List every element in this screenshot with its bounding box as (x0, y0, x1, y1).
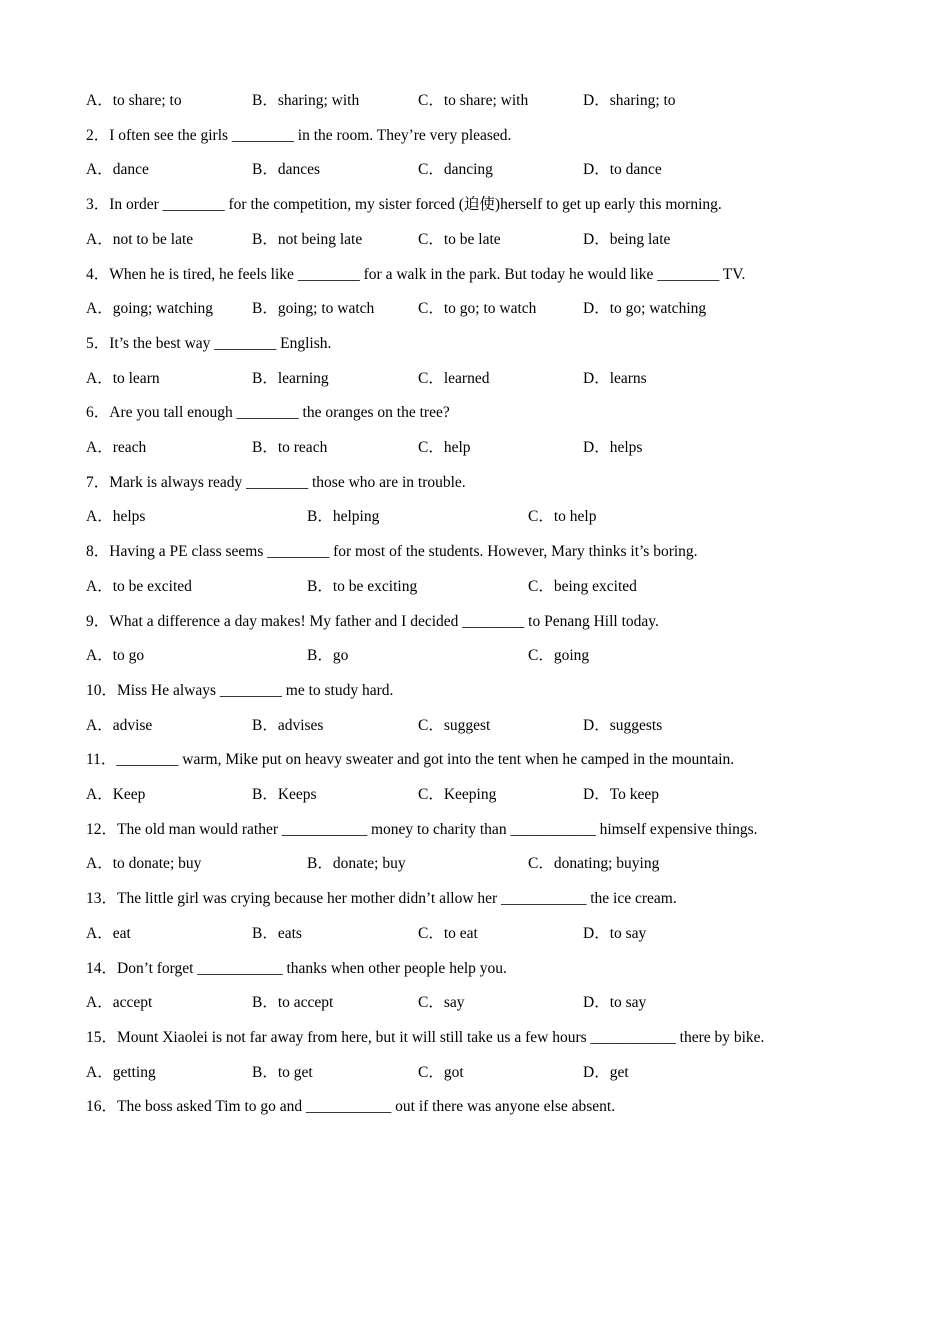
question-text (86, 958, 886, 980)
answer-option: C．donating; buying (528, 855, 660, 873)
answer-options (86, 506, 886, 528)
answer-option: B．to be exciting (307, 577, 418, 595)
answer-option: A．reach (86, 439, 147, 456)
question-label: 15．Mount Xiaolei is not far away from here, but it will still take us a few hours ___________ there by bike. (86, 1028, 765, 1046)
answer-option: C．suggest (418, 716, 491, 734)
question-text (86, 402, 886, 424)
answer-option: C．learned (418, 369, 490, 387)
question-text (86, 611, 886, 633)
answer-options (86, 923, 886, 945)
answer-option: B．dances (252, 161, 321, 179)
answer-option: A．Keep (86, 786, 146, 803)
answer-option: D．suggests (583, 716, 663, 734)
answer-option: D．helps (583, 439, 643, 456)
question-label: 3．In order ________ for the competition, my sister forced (迫使)herself to get up early this morning. (86, 196, 722, 214)
question-label: 6．Are you tall enough ________ the oranges on the tree? (86, 404, 450, 422)
question-label: 14．Don’t forget ___________ thanks when other people help you. (86, 959, 507, 977)
question-text (86, 680, 886, 702)
question-text (86, 333, 886, 355)
answer-option: D．to dance (583, 161, 662, 179)
question-label: 2．I often see the girls ________ in the room. They’re very pleased. (86, 126, 512, 144)
question-label: 12．The old man would rather ___________ money to charity than ___________ himself expensive things. (86, 820, 758, 838)
answer-option: A．to go (86, 647, 145, 665)
answer-option: C．say (418, 994, 465, 1012)
question-text (86, 264, 886, 286)
answer-option: D．to say (583, 994, 647, 1012)
answer-options (86, 576, 886, 598)
answer-options (86, 1062, 886, 1084)
question-label: 4．When he is tired, he feels like ________ for a walk in the park. But today he would like ________ TV. (86, 265, 746, 283)
answer-option: D．learns (583, 369, 647, 387)
answer-option: C．dancing (418, 161, 493, 179)
answer-option: D．sharing; to (583, 92, 676, 109)
answer-option: A．getting (86, 1063, 156, 1081)
answer-option: D．being late (583, 230, 671, 248)
answer-options (86, 368, 886, 390)
answer-option: D．to go; watching (583, 300, 707, 318)
answer-option: A．to donate; buy (86, 855, 202, 873)
question-text (86, 1096, 886, 1118)
answer-options (86, 159, 886, 181)
answer-option: A．accept (86, 994, 153, 1012)
answer-option: D．get (583, 1063, 629, 1081)
answer-option: B．going; to watch (252, 300, 375, 318)
answer-option: B．to accept (252, 994, 334, 1012)
answer-option: C．to go; to watch (418, 300, 537, 318)
answer-option: A．eat (86, 924, 131, 942)
question-label: 16．The boss asked Tim to go and ___________ out if there was anyone else absent. (86, 1098, 616, 1116)
question-label: 11．________ warm, Mike put on heavy sweater and got into the tent when he camped in the mountain. (86, 751, 735, 769)
answer-option: C．got (418, 1063, 464, 1081)
answer-option: B．learning (252, 369, 329, 387)
answer-options (86, 437, 886, 459)
question-text (86, 541, 886, 563)
answer-option: B．go (307, 647, 349, 665)
question-label: 8．Having a PE class seems ________ for most of the students. However, Mary thinks it’s boring. (86, 543, 698, 561)
answer-option: C．Keeping (418, 786, 497, 803)
answer-option: A．to be excited (86, 577, 192, 595)
answer-options (86, 229, 886, 251)
answer-option: A．helps (86, 508, 146, 526)
answer-option: D．to say (583, 924, 647, 942)
answer-option: B．Keeps (252, 786, 317, 803)
question-text (86, 472, 886, 494)
question-label: 7．Mark is always ready ________ those who are in trouble. (86, 473, 466, 491)
answer-option: B．not being late (252, 230, 363, 248)
answer-option: B．sharing; with (252, 92, 360, 109)
answer-option: D．To keep (583, 786, 659, 803)
answer-options (86, 853, 886, 875)
answer-options (86, 715, 886, 737)
answer-options (86, 645, 886, 667)
answer-option: C．to share; with (418, 92, 529, 109)
question-text (86, 819, 886, 841)
answer-options (86, 784, 886, 806)
answer-options (86, 298, 886, 320)
answer-option: C．going (528, 647, 590, 665)
answer-option: C．to be late (418, 230, 501, 248)
answer-option: B．donate; buy (307, 855, 406, 873)
answer-option: A．to learn (86, 369, 160, 387)
question-text (86, 749, 886, 771)
answer-option: B．to reach (252, 439, 328, 456)
answer-option: A．going; watching (86, 300, 213, 318)
answer-option: B．to get (252, 1063, 313, 1081)
answer-option: A．to share; to (86, 92, 182, 109)
question-label: 13．The little girl was crying because her mother didn’t allow her ___________ the ice cream. (86, 890, 677, 908)
question-label: 9．What a difference a day makes! My father and I decided ________ to Penang Hill today. (86, 612, 659, 630)
answer-option: B．eats (252, 924, 302, 942)
answer-option: A．not to be late (86, 230, 194, 248)
question-text (86, 194, 886, 216)
answer-option: B．advises (252, 716, 324, 734)
answer-option: B．helping (307, 508, 380, 526)
question-label: 10．Miss He always ________ me to study hard. (86, 681, 394, 699)
answer-option: C．help (418, 439, 471, 456)
question-text (86, 888, 886, 910)
answer-option: C．to eat (418, 924, 478, 942)
answer-options (86, 90, 886, 112)
answer-options (86, 992, 886, 1014)
answer-option: A．dance (86, 161, 149, 179)
answer-option: A．advise (86, 716, 153, 734)
answer-option: C．being excited (528, 577, 637, 595)
question-text (86, 1027, 886, 1049)
question-label: 5．It’s the best way ________ English. (86, 334, 332, 352)
question-text (86, 125, 886, 147)
answer-option: C．to help (528, 508, 597, 526)
